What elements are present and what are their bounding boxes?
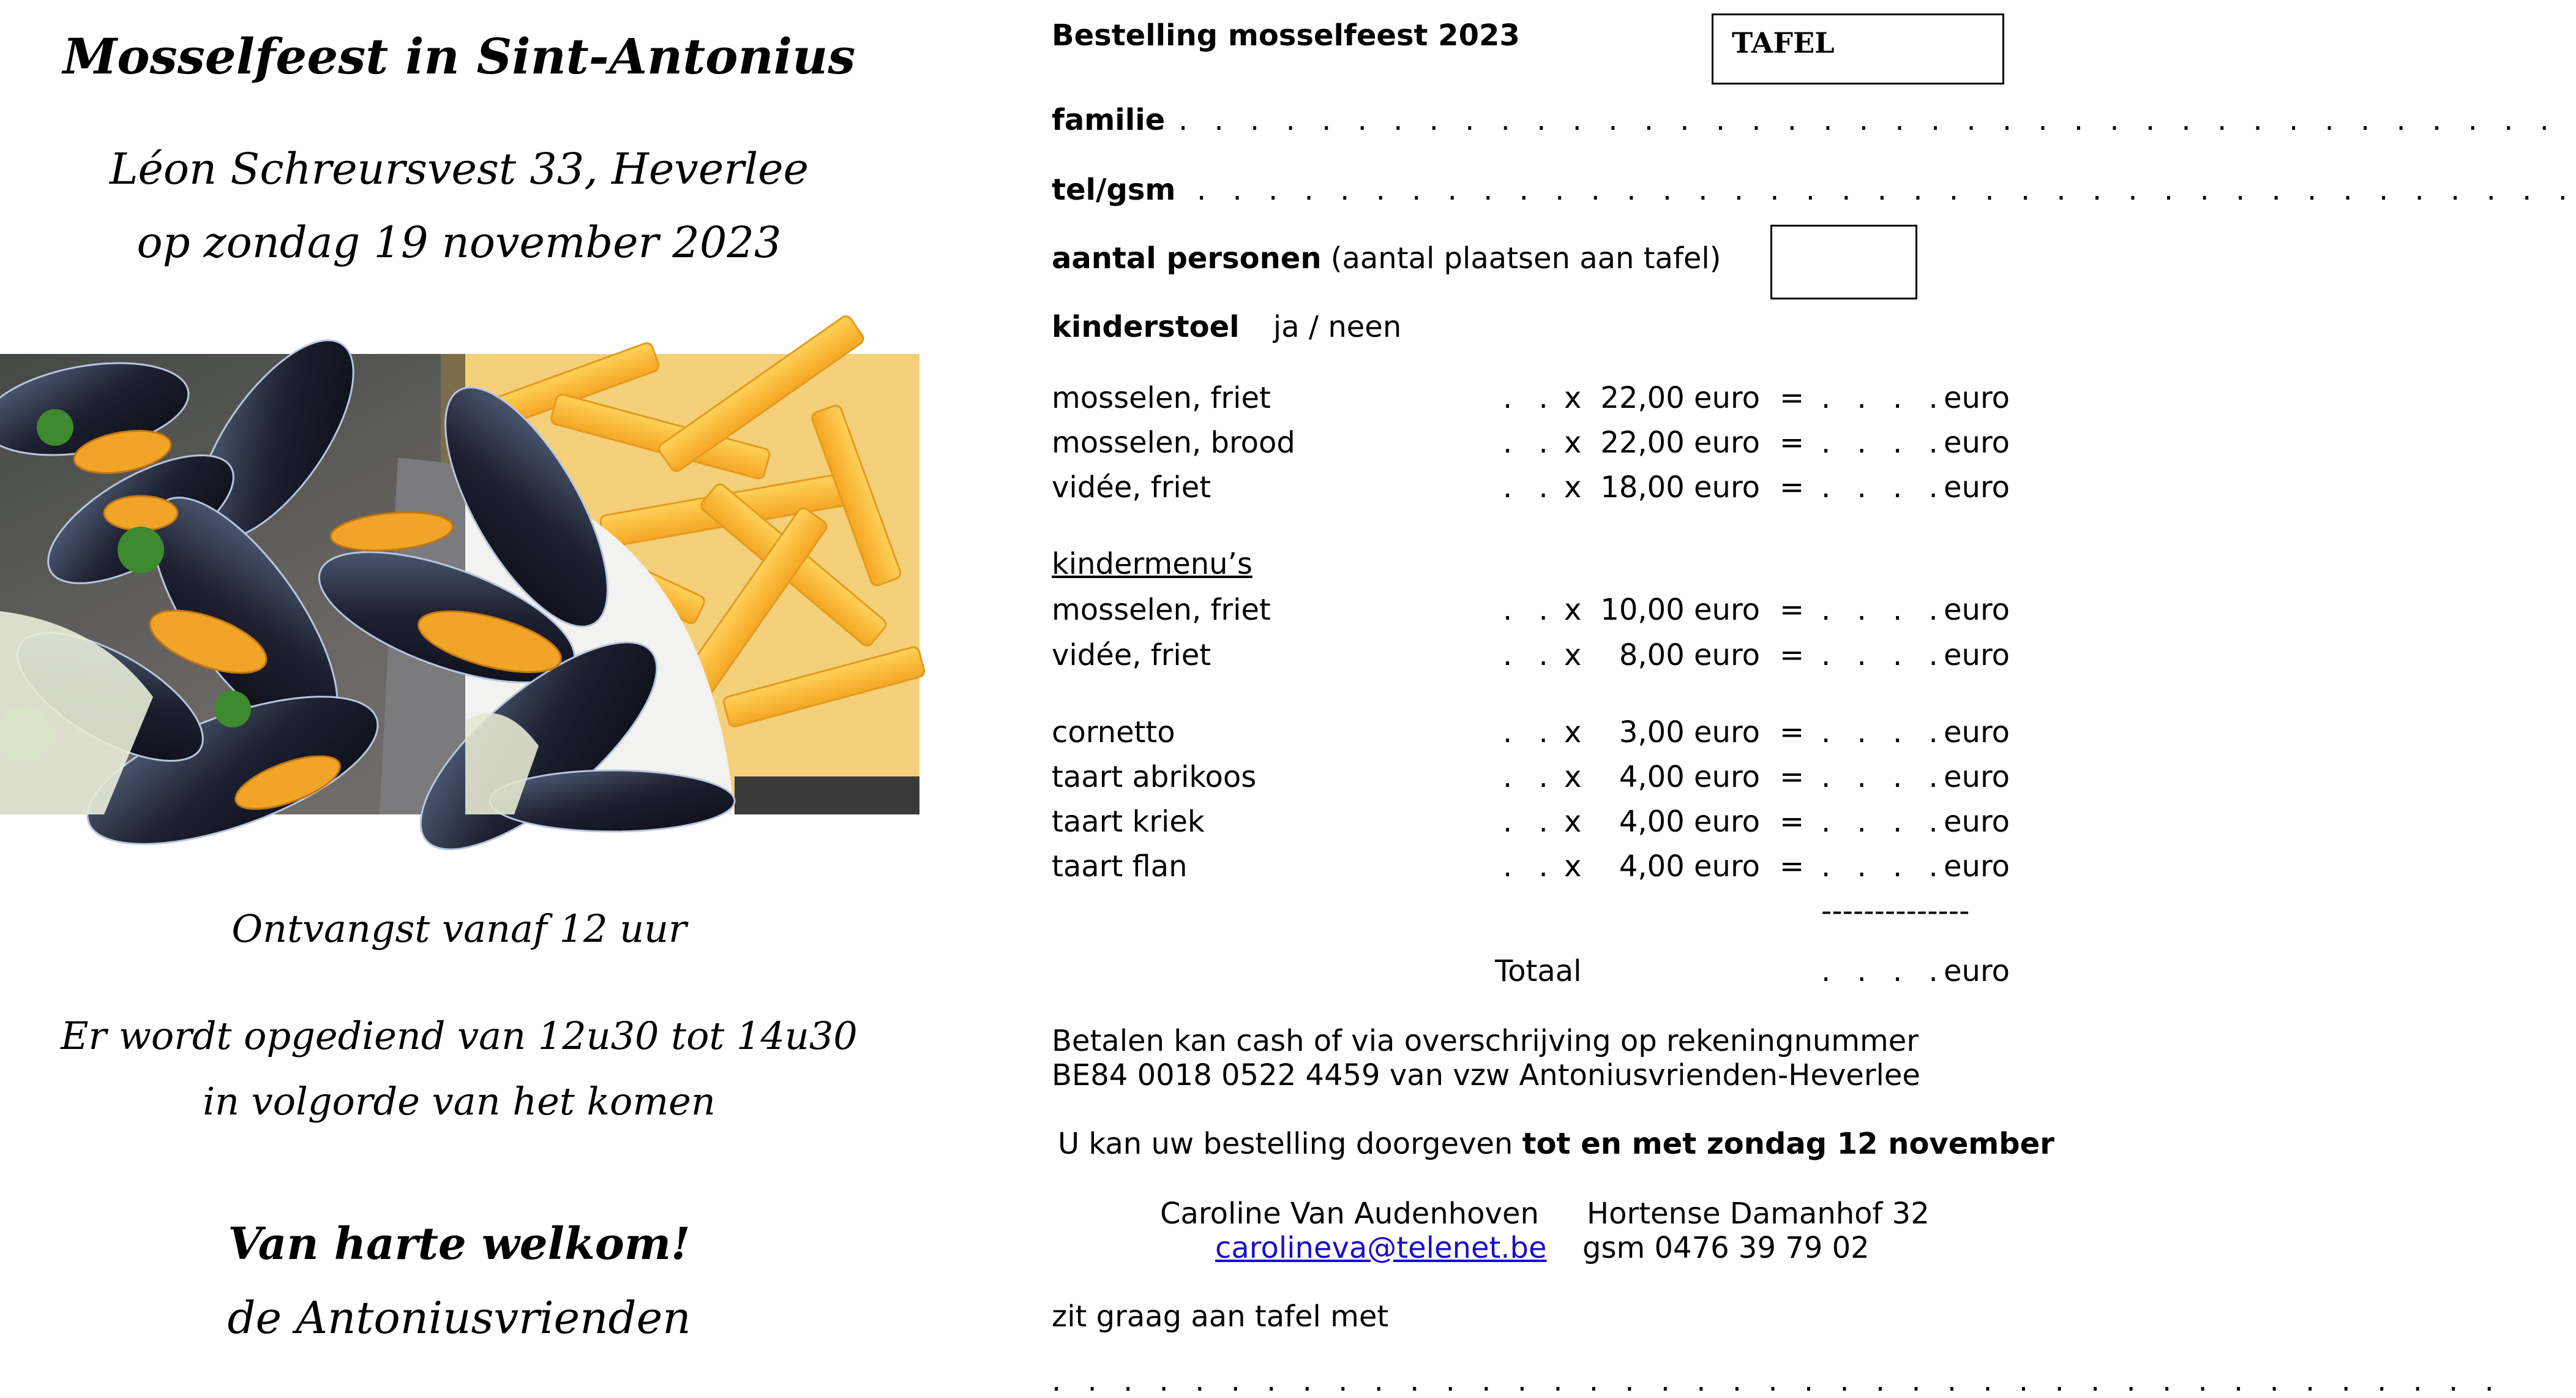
contact-email-link[interactable]: carolineva@telenet.be [1215, 1231, 1547, 1265]
menu-item-name: vidée, friet [1052, 470, 1211, 505]
kinderstoel-label: kinderstoel [1052, 310, 1240, 344]
menu-item-price: 18,00 euro [1600, 470, 1760, 505]
times-sign: x [1564, 470, 1582, 505]
menu-item-price: 10,00 euro [1600, 593, 1760, 627]
serving-time: Er wordt opgediend van 12u30 tot 14u30 [61, 1013, 858, 1058]
contact-phone: gsm 0476 39 79 02 [1582, 1231, 1870, 1265]
equals-sign: = [1780, 760, 1805, 794]
mussels-fries-photo [0, 354, 919, 814]
quantity-field[interactable]: . . [1503, 805, 1557, 839]
currency-label: euro [1944, 715, 2010, 750]
times-sign: x [1564, 849, 1582, 884]
menu-item-price: 4,00 euro [1619, 760, 1760, 794]
times-sign: x [1564, 593, 1582, 627]
currency-label: euro [1944, 849, 2010, 884]
tel-field[interactable]: . . . . . . . . . . . . . . . . . . . . . . . . . . . . . . . . . . . . . . . [1197, 173, 2576, 207]
amount-field[interactable]: . . . . [1821, 426, 1947, 460]
quantity-field[interactable]: . . [1503, 381, 1557, 415]
quantity-field[interactable]: . . [1503, 470, 1557, 505]
amount-field[interactable]: . . . . [1821, 849, 1947, 884]
form-title: Bestelling mosselfeest 2023 [1052, 18, 1520, 53]
tafel-label: TAFEL [1732, 26, 1835, 59]
total-currency: euro [1944, 954, 2010, 988]
aantal-label: aantal personen [1052, 241, 1322, 276]
kinderstoel-options[interactable]: ja / neen [1273, 310, 1402, 344]
sit-with-field[interactable]: . . . . . . . . . . . . . . . . . . . . . . . . . . . . . . . . . . . . . . . . . [1052, 1364, 2503, 1398]
menu-item-name: mosselen, friet [1052, 593, 1271, 627]
familie-field[interactable]: . . . . . . . . . . . . . . . . . . . . . . . . . . . . . . . . . . . . . . . [1178, 103, 2558, 137]
deadline [1058, 1127, 2054, 1161]
menu-item-price: 22,00 euro [1600, 426, 1760, 460]
times-sign: x [1564, 426, 1582, 460]
menu-item-price: 3,00 euro [1619, 715, 1760, 750]
amount-field[interactable]: . . . . [1821, 805, 1947, 839]
currency-label: euro [1944, 760, 2010, 794]
kids-menu-heading: kindermenu’s [1052, 547, 1252, 581]
quantity-field[interactable]: . . [1503, 715, 1557, 750]
quantity-field[interactable]: . . [1503, 593, 1557, 627]
menu-item-name: vidée, friet [1052, 638, 1211, 672]
equals-sign: = [1780, 470, 1805, 505]
currency-label: euro [1944, 470, 2010, 505]
times-sign: x [1564, 381, 1582, 415]
menu-item-name: mosselen, brood [1052, 426, 1295, 460]
menu-item-name: mosselen, friet [1052, 381, 1271, 415]
menu-item-price: 4,00 euro [1619, 805, 1760, 839]
event-address: Léon Schreursvest 33, Heverlee [110, 144, 809, 194]
times-sign: x [1564, 638, 1582, 672]
times-sign: x [1564, 760, 1582, 794]
currency-label: euro [1944, 638, 2010, 672]
kinderstoel-row [1052, 310, 1401, 344]
times-sign: x [1564, 805, 1582, 839]
currency-label: euro [1944, 593, 2010, 627]
aantal-row [1052, 241, 1721, 276]
quantity-field[interactable]: . . [1503, 638, 1557, 672]
equals-sign: = [1780, 849, 1805, 884]
amount-field[interactable]: . . . . [1821, 760, 1947, 794]
equals-sign: = [1780, 638, 1805, 672]
menu-item-price: 4,00 euro [1619, 849, 1760, 884]
aantal-note: (aantal plaatsen aan tafel) [1330, 241, 1721, 276]
amount-field[interactable]: . . . . [1821, 381, 1947, 415]
quantity-field[interactable]: . . [1503, 760, 1557, 794]
menu-item-name: taart abrikoos [1052, 760, 1257, 794]
times-sign: x [1564, 715, 1582, 750]
reception-time: Ontvangst vanaf 12 uur [231, 906, 687, 951]
event-title: Mosselfeest in Sint-Antonius [62, 28, 856, 85]
total-label: Totaal [1495, 954, 1582, 988]
amount-field[interactable]: . . . . [1821, 638, 1947, 672]
deadline-prefix: U kan uw bestelling doorgeven [1058, 1127, 1522, 1161]
aantal-box[interactable] [1770, 225, 1917, 299]
currency-label: euro [1944, 381, 2010, 415]
sit-with-label: zit graag aan tafel met [1052, 1299, 1389, 1334]
menu-item-name: taart kriek [1052, 805, 1205, 839]
event-date: op zondag 19 november 2023 [137, 217, 782, 268]
amount-field[interactable]: . . . . [1821, 715, 1947, 750]
menu-item-name: taart flan [1052, 849, 1188, 884]
equals-sign: = [1780, 593, 1805, 627]
quantity-field[interactable]: . . [1503, 849, 1557, 884]
currency-label: euro [1944, 426, 2010, 460]
amount-field[interactable]: . . . . [1821, 593, 1947, 627]
payment-line-1: Betalen kan cash of via overschrijving op rekeningnummer [1052, 1024, 1919, 1058]
tafel-box[interactable] [1712, 13, 2004, 85]
payment-line-2: BE84 0018 0522 4459 van vzw Antoniusvrienden-Heverlee [1052, 1058, 1920, 1092]
quantity-field[interactable]: . . [1503, 426, 1557, 460]
deadline-date: tot en met zondag 12 november [1522, 1127, 2054, 1161]
currency-label: euro [1944, 805, 2010, 839]
tel-label: tel/gsm [1052, 173, 1176, 207]
total-amount[interactable]: . . . . [1821, 954, 1947, 988]
sum-line: -------------- [1821, 894, 1970, 928]
contact-address: Hortense Damanhof 32 [1587, 1197, 1930, 1231]
equals-sign: = [1780, 381, 1805, 415]
amount-field[interactable]: . . . . [1821, 470, 1947, 505]
menu-item-name: cornetto [1052, 715, 1175, 750]
contact-name: Caroline Van Audenhoven [1160, 1197, 1539, 1231]
serving-order: in volgorde van het komen [203, 1079, 716, 1124]
signature: de Antoniusvrienden [227, 1292, 691, 1344]
welcome-text: Van harte welkom! [228, 1217, 691, 1269]
familie-label: familie [1052, 103, 1166, 137]
equals-sign: = [1780, 715, 1805, 750]
menu-item-price: 8,00 euro [1619, 638, 1760, 672]
menu-item-price: 22,00 euro [1600, 381, 1760, 415]
equals-sign: = [1780, 805, 1805, 839]
equals-sign: = [1780, 426, 1805, 460]
